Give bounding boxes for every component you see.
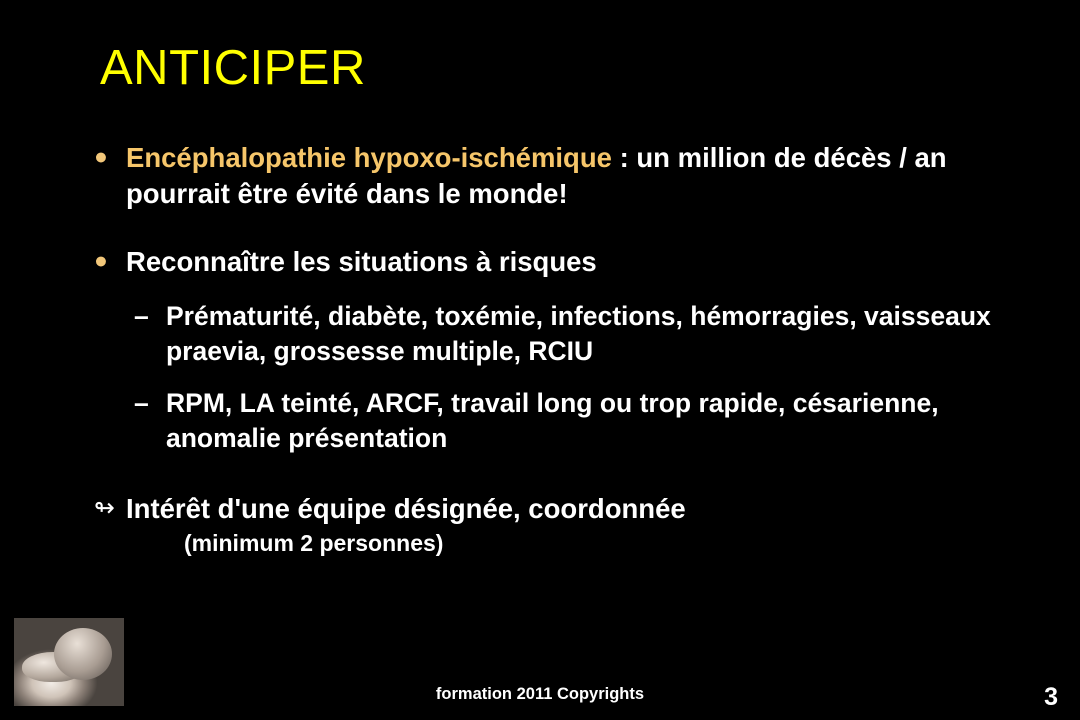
bullet-item-interet-equipe [88, 491, 1018, 527]
sub-bullet-item-rpm [88, 386, 1018, 455]
page-title: ANTICIPER [100, 41, 366, 95]
page-number: 3 [1044, 683, 1058, 711]
sub-bullet-item-prematurite [88, 299, 1018, 368]
bullet-highlight-text: Encéphalopathie hypoxo-ischémique [126, 142, 612, 173]
slide-footer: formation 2011 Copyrights [435, 685, 645, 703]
bullet-text: Reconnaître les situations à risques [126, 245, 597, 277]
bullet-dot-icon: ● [94, 246, 108, 273]
sub-bullet-text: RPM, LA teinté, ARCF, travail long ou trop rapide, césarienne, anomalie présentation [166, 388, 939, 453]
slide-body [88, 140, 1018, 559]
note-minimum-personnes: (minimum 2 personnes) [184, 529, 444, 556]
bullet-dot-icon: ● [94, 143, 108, 169]
dash-icon: – [134, 388, 149, 419]
photo-detail-foot [54, 628, 112, 680]
bullet-item-encephalopathie [88, 140, 1018, 212]
bullet-item-reconnaitre [88, 244, 1018, 280]
dash-icon: – [134, 301, 149, 332]
bullet-text: : un million de décès / an pourrait être évité dans le monde! [126, 142, 947, 209]
arrow-bullet-icon: ↬ [94, 493, 115, 522]
sub-bullet-text: Prématurité, diabète, toxémie, infections, hémorragies, vaisseaux praevia, grossesse multiple, RCIU [166, 301, 991, 366]
bullet-text: Intérêt d'une équipe désignée, coordonnée [126, 493, 686, 524]
